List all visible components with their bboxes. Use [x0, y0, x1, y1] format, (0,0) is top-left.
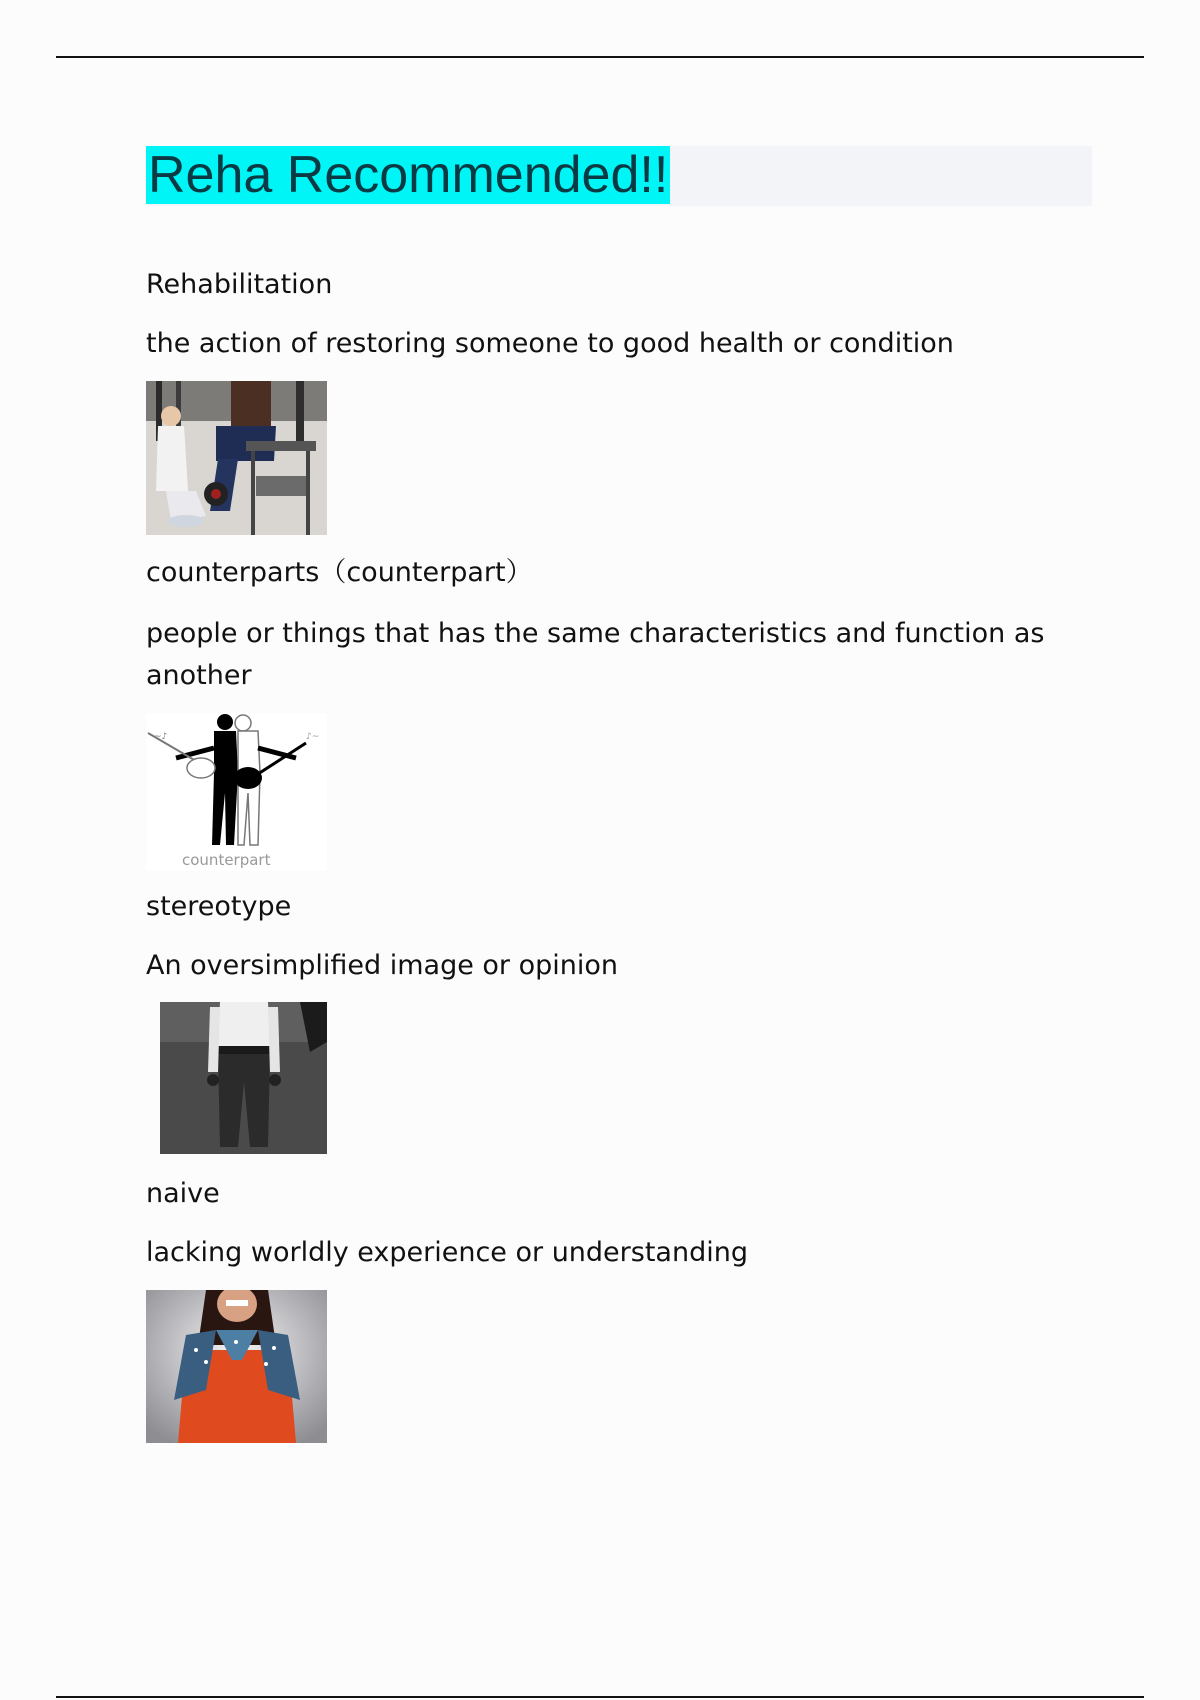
term-stereotype: stereotype: [146, 891, 292, 922]
term-rehabilitation: Rehabilitation: [146, 269, 333, 300]
svg-text:~♪: ~♪: [154, 732, 168, 742]
definition-rehabilitation: the action of restoring someone to good health or condition: [146, 328, 954, 359]
counterpart-caption: counterpart: [182, 851, 271, 869]
definition-counterparts: people or things that has the same characteristics and function as another: [146, 618, 1045, 691]
top-rule: [56, 56, 1144, 58]
svg-text:♪~: ♪~: [306, 732, 320, 742]
rehabilitation-photo: [146, 381, 327, 535]
definition-naive: lacking worldly experience or understanding: [146, 1237, 748, 1268]
term-naive: naive: [146, 1178, 220, 1209]
bottom-rule: [56, 1696, 1144, 1698]
term-counterparts: counterparts（counterpart）: [146, 557, 533, 588]
naive-photo: [146, 1290, 327, 1443]
definition-stereotype: An oversimplified image or opinion: [146, 950, 619, 981]
stereotype-photo: [160, 1002, 327, 1154]
page-title: Reha Recommended!!: [148, 146, 669, 204]
counterpart-illustration: [146, 713, 327, 871]
